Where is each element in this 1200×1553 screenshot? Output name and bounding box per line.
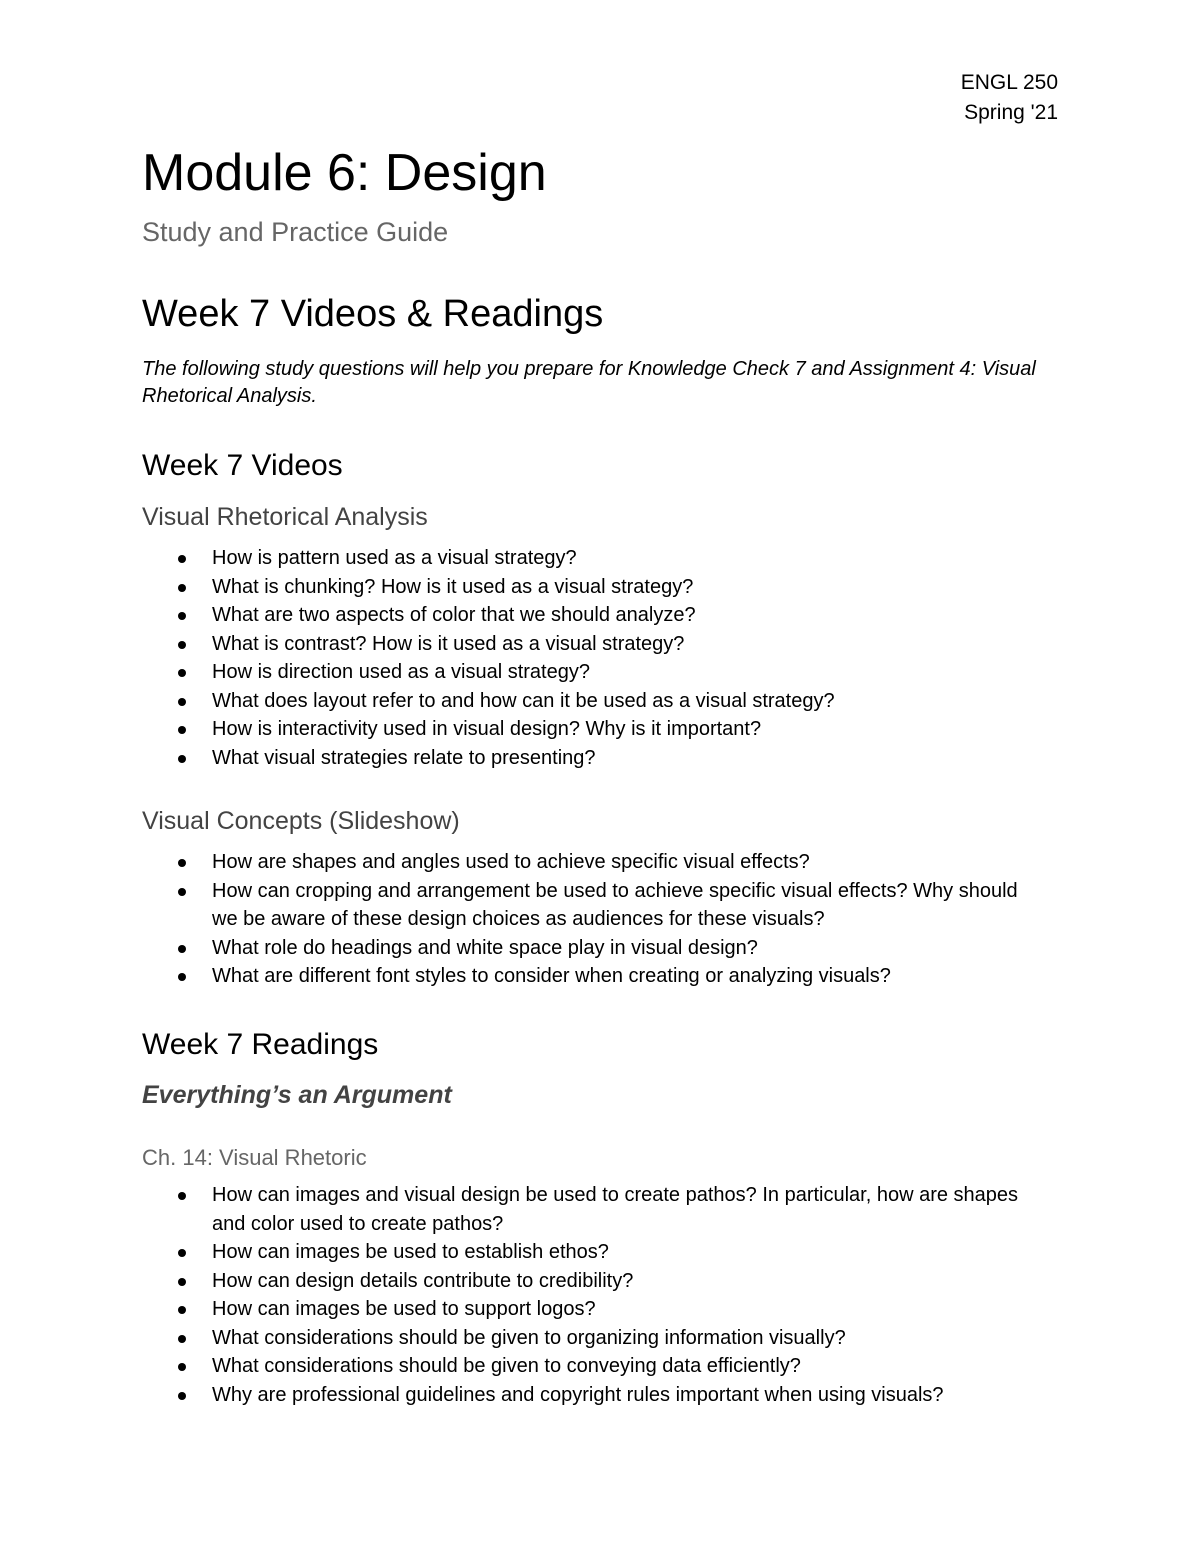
bullet-icon [178, 669, 186, 677]
bullet-icon [178, 555, 186, 563]
bullet-icon [178, 1363, 186, 1371]
bullet-icon [178, 726, 186, 734]
question-list-visual-rhetorical-analysis [142, 544, 1042, 772]
list-item: How is direction used as a visual strategy? [142, 658, 1042, 687]
course-header [961, 68, 1058, 128]
list-item: What considerations should be given to conveying data efficiently? [142, 1352, 1042, 1381]
bullet-icon [178, 945, 186, 953]
bullet-icon [178, 1335, 186, 1343]
list-item: What are two aspects of color that we should analyze? [142, 601, 1042, 630]
intro-paragraph: The following study questions will help you prepare for Knowledge Check 7 and Assignment 4: Visual Rhetorical Analysis. [142, 358, 1036, 407]
bullet-icon [178, 755, 186, 763]
bullet-icon [178, 859, 186, 867]
document-subtitle: Study and Practice Guide [142, 217, 449, 247]
section-title-visual-rhetorical-analysis: Visual Rhetorical Analysis [142, 503, 428, 531]
section-title-visual-concepts: Visual Concepts (Slideshow) [142, 807, 460, 835]
list-item: What are different font styles to consider when creating or analyzing visuals? [142, 962, 1042, 991]
list-item: What is chunking? How is it used as a visual strategy? [142, 573, 1042, 602]
list-item: How can images be used to support logos? [142, 1295, 1042, 1324]
bullet-icon [178, 973, 186, 981]
course-code: ENGL 250 [960, 71, 1058, 94]
list-item: What does layout refer to and how can it be used as a visual strategy? [142, 687, 1042, 716]
bullet-icon [178, 698, 186, 706]
list-item: What visual strategies relate to presenting? [142, 744, 1042, 773]
bullet-icon [178, 612, 186, 620]
book-title: Everything’s an Argument [142, 1081, 452, 1109]
list-item: How can images be used to establish ethos? [142, 1238, 1042, 1267]
bullet-icon [178, 1249, 186, 1257]
bullet-icon [178, 888, 186, 896]
list-item: How are shapes and angles used to achieve specific visual effects? [142, 848, 1042, 877]
list-item: How can cropping and arrangement be used to achieve specific visual effects? Why should we be aware of these design choices as audiences for these visuals? [142, 877, 1042, 934]
videos-heading: Week 7 Videos [142, 449, 343, 482]
list-item: Why are professional guidelines and copyright rules important when using visuals? [142, 1381, 1042, 1410]
bullet-icon [178, 1392, 186, 1400]
bullet-icon [178, 641, 186, 649]
list-item: How can images and visual design be used to create pathos? In particular, how are shapes and color used to create pathos? [142, 1181, 1042, 1238]
list-item: How can design details contribute to credibility? [142, 1267, 1042, 1296]
list-item: How is interactivity used in visual design? Why is it important? [142, 715, 1042, 744]
document-title: Module 6: Design [142, 144, 547, 202]
list-item: How is pattern used as a visual strategy? [142, 544, 1042, 573]
course-term: Spring '21 [964, 101, 1058, 124]
week-heading: Week 7 Videos & Readings [142, 293, 604, 335]
list-item: What considerations should be given to organizing information visually? [142, 1324, 1042, 1353]
question-list-chapter-14 [142, 1181, 1042, 1409]
bullet-icon [178, 1192, 186, 1200]
list-item: What role do headings and white space play in visual design? [142, 934, 1042, 963]
bullet-icon [178, 1278, 186, 1286]
chapter-title: Ch. 14: Visual Rhetoric [142, 1145, 367, 1170]
list-item: What is contrast? How is it used as a visual strategy? [142, 630, 1042, 659]
question-list-visual-concepts [142, 848, 1042, 991]
bullet-icon [178, 1306, 186, 1314]
readings-heading: Week 7 Readings [142, 1028, 379, 1061]
bullet-icon [178, 584, 186, 592]
